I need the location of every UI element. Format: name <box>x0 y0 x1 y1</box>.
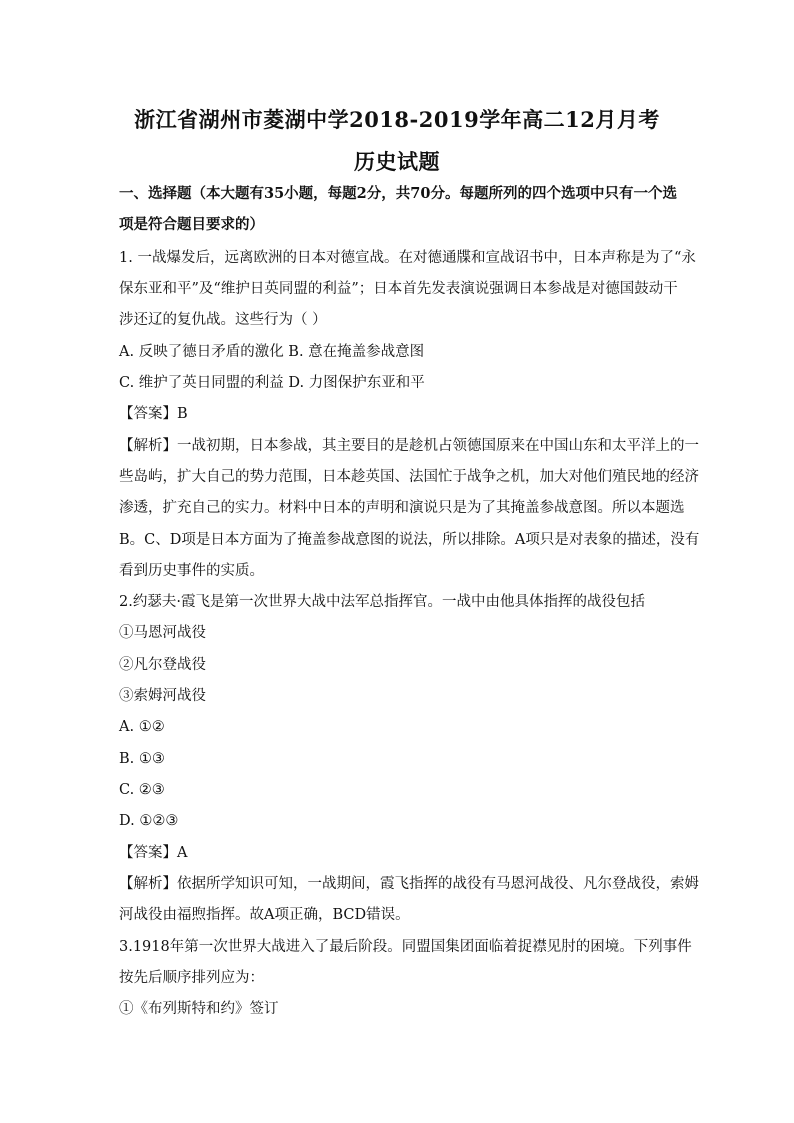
q2-answer: 【答案】A <box>119 845 188 861</box>
q2-option-d: D. ①②③ <box>119 813 179 829</box>
page-subtitle: 历史试题 <box>354 149 440 174</box>
q1-options-cd: C. 维护了英日同盟的利益 D. 力图保护东亚和平 <box>119 375 425 391</box>
q1-options-ab: A. 反映了德日矛盾的激化 B. 意在掩盖参战意图 <box>119 344 425 360</box>
q1-explanation-line-1: 【解析】一战初期，日本参战，其主要目的是趁机占领德国原来在中国山东和太平洋上的一 <box>119 438 699 454</box>
q2-option-b: B. ①③ <box>119 751 165 767</box>
page-title: 浙江省湖州市菱湖中学2018-2019学年高二12月月考 <box>134 107 660 132</box>
q2-option-c: C. ②③ <box>119 782 165 798</box>
q2-item-1: ①马恩河战役 <box>119 625 206 641</box>
q1-explanation-line-5: 看到历史事件的实质。 <box>119 563 264 579</box>
q1-answer: 【答案】B <box>119 406 188 422</box>
section-heading-line-1: 一、选择题（本大题有35小题，每题2分，共70分。每题所列的四个选项中只有一个选 <box>119 185 677 202</box>
q1-stem-line-2: 保东亚和平”及“维护日英同盟的利益”；日本首先发表演说强调日本参战是对德国鼓动干 <box>119 281 678 297</box>
q2-explanation-line-1: 【解析】依据所学知识可知，一战期间，霞飞指挥的战役有马恩河战役、凡尔登战役，索姆 <box>119 876 699 892</box>
q1-explanation-line-2: 些岛屿，扩大自己的势力范围，日本趁英国、法国忙于战争之机，加大对他们殖民地的经济 <box>119 469 699 485</box>
q1-stem-line-1: 1. 一战爆发后，远离欧洲的日本对德宣战。在对德通牒和宣战诏书中，日本声称是为了“永 <box>119 250 696 266</box>
q3-stem-line-1: 3.1918年第一次世界大战进入了最后阶段。同盟国集团面临着捉襟见肘的困境。下列事件 <box>119 939 692 955</box>
q1-explanation-line-4: B。C、D项是日本方面为了掩盖参战意图的说法，所以排除。A项只是对表象的描述，没有 <box>119 532 700 548</box>
q2-stem: 2.约瑟夫·霞飞是第一次世界大战中法军总指挥官。一战中由他具体指挥的战役包括 <box>119 594 645 610</box>
q2-option-a: A. ①② <box>119 719 165 735</box>
q2-explanation-line-2: 河战役由福煦指挥。故A项正确，BCD错误。 <box>119 907 410 923</box>
section-heading-line-2: 项是符合题目要求的） <box>119 216 264 233</box>
q3-stem-line-2: 按先后顺序排列应为： <box>119 970 264 986</box>
q1-stem-line-3: 涉还辽的复仇战。这些行为（ ） <box>119 312 327 328</box>
q1-explanation-line-3: 渗透，扩充自己的实力。材料中日本的声明和演说只是为了其掩盖参战意图。所以本题选 <box>119 500 685 516</box>
q3-item-1: ①《布列斯特和约》签订 <box>119 1001 279 1017</box>
q2-item-3: ③索姆河战役 <box>119 688 206 704</box>
q2-item-2: ②凡尔登战役 <box>119 657 206 673</box>
